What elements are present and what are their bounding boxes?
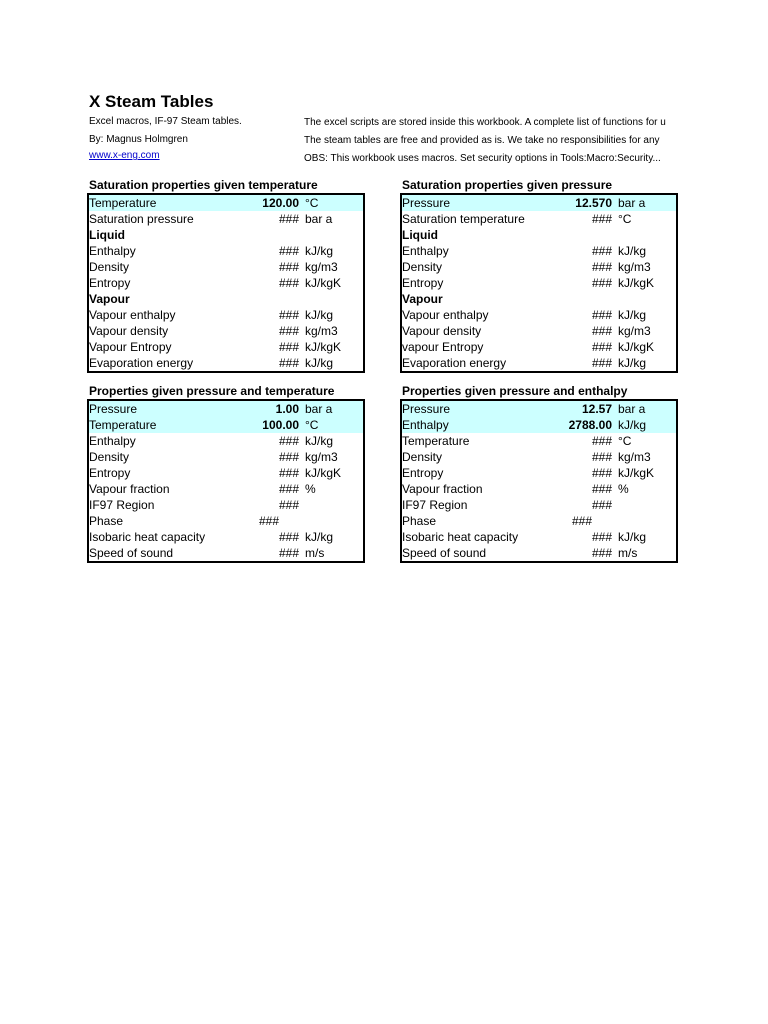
header-note-2: The steam tables are free and provided as is. We take no responsibilities for any: [304, 135, 660, 146]
input-row[interactable]: [402, 195, 676, 211]
header-left-line-1: Excel macros, IF-97 Steam tables.: [89, 116, 242, 127]
row-unit: kJ/kg: [305, 356, 334, 370]
row-unit: kg/m3: [305, 450, 338, 464]
table-sat-pressure: [400, 193, 678, 373]
table-row: [402, 497, 676, 513]
row-label: Vapour: [89, 292, 130, 306]
row-value: ###: [591, 340, 612, 354]
row-unit: °C: [618, 212, 632, 226]
row-value: ###: [278, 340, 299, 354]
row-unit: kJ/kg: [305, 308, 334, 322]
table-row: [402, 307, 676, 323]
row-value: ###: [591, 324, 612, 338]
table-row: [402, 227, 676, 243]
row-label: IF97 Region: [402, 498, 468, 512]
row-unit: kg/m3: [618, 260, 651, 274]
row-label: Pressure: [89, 402, 138, 416]
row-label: Evaporation energy: [402, 356, 507, 370]
table-row: [89, 433, 363, 449]
table-row: [402, 291, 676, 307]
input-value[interactable]: 12.570: [575, 196, 612, 210]
row-unit: °C: [305, 418, 319, 432]
table-row: [89, 227, 363, 243]
row-value: ###: [278, 244, 299, 258]
row-label: Enthalpy: [402, 244, 449, 258]
table-row: [89, 275, 363, 291]
row-value: ###: [591, 498, 612, 512]
row-unit: kJ/kgK: [618, 276, 655, 290]
row-unit: bar a: [305, 402, 333, 416]
row-label: Pressure: [402, 402, 451, 416]
row-label: Vapour fraction: [89, 482, 170, 496]
row-unit: kJ/kgK: [305, 466, 342, 480]
row-label: Phase: [89, 514, 124, 528]
row-label: Speed of sound: [402, 546, 487, 560]
row-label: Evaporation energy: [89, 356, 194, 370]
row-unit: kg/m3: [305, 260, 338, 274]
row-unit: kJ/kg: [305, 244, 334, 258]
input-row[interactable]: [402, 417, 676, 433]
table-row: [89, 291, 363, 307]
row-label: Vapour Entropy: [89, 340, 172, 354]
table-row: [402, 465, 676, 481]
table-row: [402, 211, 676, 227]
row-label: Vapour enthalpy: [89, 308, 176, 322]
row-value: ###: [572, 514, 593, 528]
row-value: ###: [278, 212, 299, 226]
row-unit: °C: [618, 434, 632, 448]
table-row: [402, 275, 676, 291]
website-link[interactable]: www.x-eng.com: [89, 150, 160, 161]
input-row[interactable]: [89, 401, 363, 417]
row-label: IF97 Region: [89, 498, 155, 512]
row-label: Vapour density: [402, 324, 482, 338]
row-unit: bar a: [618, 402, 646, 416]
row-label: vapour Entropy: [402, 340, 484, 354]
section-title-ph: Properties given pressure and enthalpy: [402, 384, 628, 398]
table-row: [89, 481, 363, 497]
row-label: Vapour enthalpy: [402, 308, 489, 322]
row-value: ###: [591, 466, 612, 480]
row-unit: bar a: [618, 196, 646, 210]
row-label: Vapour density: [89, 324, 169, 338]
row-value: ###: [259, 514, 280, 528]
input-row[interactable]: [89, 417, 363, 433]
table-row: [402, 529, 676, 545]
row-unit: kJ/kgK: [618, 340, 655, 354]
row-unit: kJ/kg: [618, 418, 647, 432]
row-label: Speed of sound: [89, 546, 174, 560]
input-row[interactable]: [402, 401, 676, 417]
row-label: Enthalpy: [402, 418, 449, 432]
row-unit: kJ/kgK: [618, 466, 655, 480]
row-value: ###: [591, 450, 612, 464]
header-left-line-2: By: Magnus Holmgren: [89, 134, 188, 145]
row-unit: °C: [305, 196, 319, 210]
row-unit: m/s: [305, 546, 325, 560]
header-note-3: OBS: This workbook uses macros. Set security options in Tools:Macro:Security...: [304, 153, 661, 164]
row-label: Vapour fraction: [402, 482, 483, 496]
row-label: Entropy: [89, 276, 131, 290]
row-unit: %: [618, 482, 629, 496]
row-value: ###: [278, 260, 299, 274]
input-value[interactable]: 2788.00: [568, 418, 612, 432]
row-unit: kJ/kgK: [305, 276, 342, 290]
table-row: [402, 449, 676, 465]
row-label: Temperature: [402, 434, 470, 448]
table-row: [402, 323, 676, 339]
section-title-sat-temp: Saturation properties given temperature: [89, 178, 318, 192]
row-label: Pressure: [402, 196, 451, 210]
row-value: ###: [278, 356, 299, 370]
row-label: Temperature: [89, 418, 157, 432]
row-label: Isobaric heat capacity: [89, 530, 206, 544]
table-pressure-temperature: [87, 399, 365, 563]
row-value: ###: [591, 308, 612, 322]
row-label: Enthalpy: [89, 244, 136, 258]
row-unit: kg/m3: [618, 450, 651, 464]
row-label: Enthalpy: [89, 434, 136, 448]
table-row: [89, 307, 363, 323]
row-label: Phase: [402, 514, 437, 528]
row-value: ###: [278, 308, 299, 322]
row-value: ###: [591, 212, 612, 226]
table-pressure-enthalpy: [400, 399, 678, 563]
row-unit: kg/m3: [618, 324, 651, 338]
table-row: [402, 339, 676, 355]
row-value: ###: [591, 434, 612, 448]
row-unit: kJ/kg: [305, 530, 334, 544]
row-label: Saturation temperature: [402, 212, 525, 226]
row-value: ###: [278, 434, 299, 448]
row-label: Isobaric heat capacity: [402, 530, 519, 544]
row-value: ###: [278, 450, 299, 464]
header-notes: [304, 114, 678, 168]
row-label: Density: [89, 260, 130, 274]
input-value[interactable]: 100.00: [262, 418, 299, 432]
row-label: Density: [89, 450, 130, 464]
row-label: Entropy: [402, 276, 444, 290]
row-label: Density: [402, 260, 443, 274]
table-row: [402, 481, 676, 497]
table-row: [402, 545, 676, 561]
table-row: [89, 529, 363, 545]
row-value: ###: [278, 530, 299, 544]
row-unit: kJ/kgK: [305, 340, 342, 354]
row-unit: kg/m3: [305, 324, 338, 338]
section-title-pt: Properties given pressure and temperature: [89, 384, 335, 398]
row-value: ###: [278, 276, 299, 290]
table-row: [89, 259, 363, 275]
row-value: ###: [591, 260, 612, 274]
table-row: [89, 513, 363, 529]
row-value: ###: [278, 482, 299, 496]
page-title: X Steam Tables: [89, 92, 214, 111]
table-row: [402, 355, 676, 371]
input-value[interactable]: 1.00: [275, 402, 299, 416]
row-label: Saturation pressure: [89, 212, 194, 226]
table-sat-temp: [87, 193, 365, 373]
row-label: Temperature: [89, 196, 157, 210]
row-label: Density: [402, 450, 443, 464]
row-value: ###: [591, 530, 612, 544]
table-row: [89, 465, 363, 481]
row-unit: m/s: [618, 546, 638, 560]
table-row: [89, 497, 363, 513]
row-label: Liquid: [402, 228, 438, 242]
row-value: ###: [591, 244, 612, 258]
table-row: [89, 323, 363, 339]
row-unit: kJ/kg: [618, 356, 647, 370]
row-value: ###: [278, 546, 299, 560]
table-row: [89, 339, 363, 355]
row-unit: %: [305, 482, 316, 496]
row-label: Entropy: [89, 466, 131, 480]
row-value: ###: [591, 546, 612, 560]
input-row[interactable]: [89, 195, 363, 211]
table-row: [89, 545, 363, 561]
table-row: [89, 243, 363, 259]
table-row: [402, 243, 676, 259]
table-row: [402, 433, 676, 449]
row-unit: kJ/kg: [618, 308, 647, 322]
row-value: ###: [278, 498, 299, 512]
row-unit: kJ/kg: [618, 530, 647, 544]
row-value: ###: [591, 356, 612, 370]
table-row: [89, 449, 363, 465]
table-row: [402, 513, 676, 529]
row-unit: kJ/kg: [618, 244, 647, 258]
row-label: Entropy: [402, 466, 444, 480]
header-note-1: The excel scripts are stored inside this workbook. A complete list of functions for u: [304, 117, 666, 128]
row-value: ###: [591, 482, 612, 496]
section-title-sat-pressure: Saturation properties given pressure: [402, 178, 613, 192]
table-row: [89, 211, 363, 227]
row-value: ###: [278, 466, 299, 480]
table-row: [89, 355, 363, 371]
row-unit: kJ/kg: [305, 434, 334, 448]
input-value[interactable]: 12.57: [581, 402, 612, 416]
row-label: Liquid: [89, 228, 125, 242]
row-label: Vapour: [402, 292, 443, 306]
row-unit: bar a: [305, 212, 333, 226]
row-value: ###: [278, 324, 299, 338]
input-value[interactable]: 120.00: [262, 196, 299, 210]
row-value: ###: [591, 276, 612, 290]
table-row: [402, 259, 676, 275]
